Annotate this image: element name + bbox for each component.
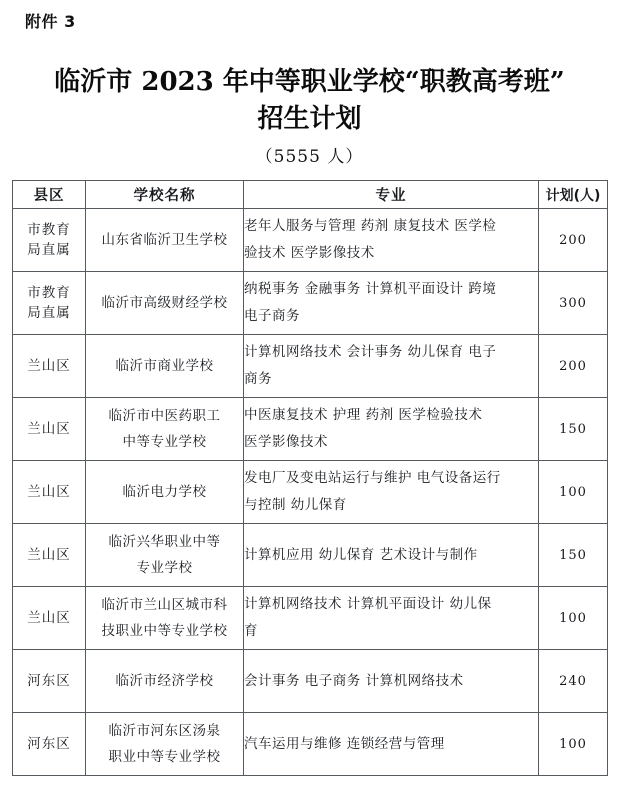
- cell-major-line-1: 老年人服务与管理 药剂 康复技术 医学检: [244, 218, 497, 234]
- table-row: [13, 398, 608, 461]
- cell-plan: 240: [539, 650, 608, 713]
- cell-school-line-2: 中等专业学校: [122, 434, 207, 450]
- cell-district-line-2: 局直属: [27, 242, 71, 258]
- cell-school-line-1: 临沂市兰山区城市科: [101, 597, 228, 613]
- cell-plan: 100: [539, 713, 608, 776]
- column-header-major: 专业: [244, 181, 539, 209]
- cell-major: [244, 650, 539, 713]
- cell-major-line-2: 育: [244, 623, 258, 639]
- cell-plan: 150: [539, 524, 608, 587]
- cell-plan: 100: [539, 461, 608, 524]
- cell-school: [86, 524, 244, 587]
- cell-school-line-1: 临沂市高级财经学校: [101, 295, 228, 311]
- cell-major-line-1: 会计事务 电子商务 计算机网络技术: [244, 672, 464, 689]
- cell-major-line-1: 汽车运用与维修 连锁经营与管理: [244, 735, 445, 752]
- cell-plan: 200: [539, 209, 608, 272]
- cell-major: [244, 398, 539, 461]
- cell-school-line-2: 专业学校: [136, 560, 193, 576]
- cell-school-line-1: 临沂电力学校: [122, 484, 207, 500]
- column-header-district: 县区: [13, 181, 86, 209]
- cell-school-line-1: 临沂兴华职业中等: [108, 534, 221, 550]
- table-row: [13, 209, 608, 272]
- cell-school: [86, 398, 244, 461]
- cell-district: [13, 335, 86, 398]
- cell-major-line-1: 发电厂及变电站运行与维护 电气设备运行: [244, 470, 501, 486]
- cell-major-line-2: 与控制 幼儿保育: [244, 497, 347, 513]
- cell-major-line-2: 商务: [244, 371, 272, 387]
- cell-major-line-2: 电子商务: [244, 308, 300, 324]
- cell-major-line-2: 医学影像技术: [244, 434, 328, 450]
- table-header-row: [13, 181, 608, 209]
- cell-school-line-1: 临沂市商业学校: [115, 358, 214, 374]
- cell-school-line-1: 临沂市经济学校: [115, 673, 214, 689]
- cell-district-line-1: 市教育: [27, 285, 71, 301]
- cell-school: [86, 272, 244, 335]
- enrollment-plan-table-container: [12, 180, 607, 776]
- page-title: [0, 64, 619, 138]
- cell-district: [13, 461, 86, 524]
- table-row: [13, 524, 608, 587]
- table-header: [13, 181, 608, 209]
- cell-district: [13, 524, 86, 587]
- table-row: [13, 461, 608, 524]
- column-header-plan: 计划(人): [539, 181, 608, 209]
- cell-district-line-1: 河东区: [27, 673, 71, 689]
- cell-plan: 200: [539, 335, 608, 398]
- page-title-line-2: 招生计划: [257, 104, 362, 134]
- cell-school: [86, 650, 244, 713]
- cell-plan: 100: [539, 587, 608, 650]
- cell-district-line-1: 兰山区: [27, 358, 71, 374]
- cell-major-line-2: 验技术 医学影像技术: [244, 245, 375, 261]
- cell-school-line-2: 职业中等专业学校: [108, 749, 221, 765]
- cell-district: [13, 398, 86, 461]
- cell-district: [13, 209, 86, 272]
- cell-district: [13, 713, 86, 776]
- cell-district-line-1: 兰山区: [27, 547, 71, 563]
- attachment-label: 附件 3: [25, 12, 76, 31]
- cell-district: [13, 650, 86, 713]
- page-title-line-1: 临沂市 2023 年中等职业学校“职教高考班”: [54, 67, 565, 97]
- column-header-school: 学校名称: [86, 181, 244, 209]
- cell-school: [86, 587, 244, 650]
- cell-district: [13, 587, 86, 650]
- table-row: [13, 650, 608, 713]
- table-row: [13, 335, 608, 398]
- cell-major: [244, 272, 539, 335]
- table-row: [13, 713, 608, 776]
- cell-major-line-1: 计算机应用 幼儿保育 艺术设计与制作: [244, 546, 478, 563]
- cell-major: [244, 713, 539, 776]
- cell-district: [13, 272, 86, 335]
- cell-district-line-1: 市教育: [27, 222, 71, 238]
- cell-major: [244, 524, 539, 587]
- cell-school: [86, 335, 244, 398]
- cell-major: [244, 461, 539, 524]
- cell-district-line-1: 兰山区: [27, 421, 71, 437]
- table-body: [13, 209, 608, 776]
- cell-school: [86, 461, 244, 524]
- cell-plan: 150: [539, 398, 608, 461]
- cell-school: [86, 209, 244, 272]
- cell-major: [244, 209, 539, 272]
- cell-school-line-1: 临沂市河东区汤泉: [108, 723, 221, 739]
- cell-major-line-1: 中医康复技术 护理 药剂 医学检验技术: [244, 407, 483, 423]
- cell-school: [86, 713, 244, 776]
- cell-major-line-1: 计算机网络技术 会计事务 幼儿保育 电子: [244, 344, 497, 360]
- table-row: [13, 587, 608, 650]
- cell-school-line-1: 临沂市中医药职工: [108, 408, 221, 424]
- table-row: [13, 272, 608, 335]
- cell-district-line-1: 兰山区: [27, 610, 71, 626]
- enrollment-plan-table: [12, 180, 608, 776]
- cell-district-line-1: 河东区: [27, 736, 71, 752]
- cell-major-line-1: 纳税事务 金融事务 计算机平面设计 跨境: [244, 281, 497, 297]
- cell-school-line-1: 山东省临沂卫生学校: [101, 232, 228, 248]
- cell-major: [244, 587, 539, 650]
- cell-major: [244, 335, 539, 398]
- cell-school-line-2: 技职业中等专业学校: [101, 623, 228, 639]
- cell-district-line-1: 兰山区: [27, 484, 71, 500]
- total-count-subtitle: （5555 人）: [255, 147, 364, 167]
- cell-district-line-2: 局直属: [27, 305, 71, 321]
- cell-major-line-1: 计算机网络技术 计算机平面设计 幼儿保: [244, 596, 492, 612]
- cell-plan: 300: [539, 272, 608, 335]
